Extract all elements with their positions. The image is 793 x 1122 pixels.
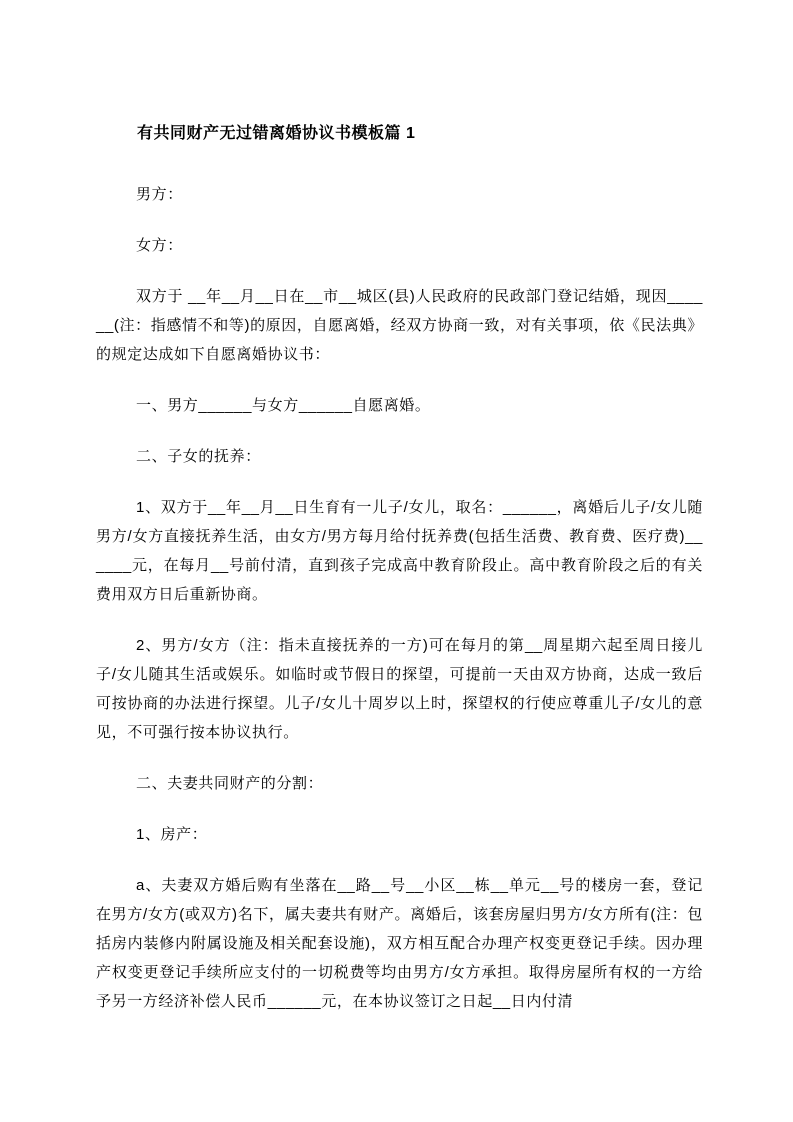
- section-child-custody-heading: 二、子女的抚养：: [136, 448, 261, 465]
- section-property-division-heading: 二、夫妻共同财产的分割：: [136, 775, 324, 792]
- clause-visitation-rights: 2、男方/女方（注：指未直接抚养的一方)可在每月的第__周星期六起至周日接儿子/女儿随其生活或娱乐。如临时或节假日的探望，可提前一天由双方协商，达成一致后可按协商的办法进行探望。儿子/女儿十周岁以上时，探望权的行使应尊重儿子/女儿的意见，不可强行按本协议执行。: [96, 637, 703, 741]
- clause-voluntary-divorce: 一、男方______与女方______自愿离婚。: [136, 397, 431, 414]
- paragraph-intro: 双方于 __年__月__日在__市__城区(县)人民政府的民政部门登记结婚，现因______(注：指感情不和等)的原因，自愿离婚，经双方协商一致，对有关事项，依《民法典》的规定达成如下自愿离婚协议书：: [96, 288, 703, 363]
- clause-real-estate-details: a、夫妻双方婚后购有坐落在__路__号__小区__栋__单元__号的楼房一套，登记在男方/女方(或双方)名下，属夫妻共有财产。离婚后，该套房屋归男方/女方所有(注：包括房内装修内附属设施及相关配套设施)，双方相互配合办理产权变更登记手续。因办理产权变更登记手续所应支付的一切税费等均由男方/女方承担。取得房屋所有权的一方给予另一方经济补偿人民币______元，在本协议签订之日起__日内付清: [96, 877, 703, 1010]
- document-title: 有共同财产无过错离婚协议书模板篇 1: [137, 125, 416, 142]
- clause-real-estate-heading: 1、房产：: [136, 826, 208, 843]
- clause-custody-support: 1、双方于__年__月__日生育有一儿子/女儿，取名：______，离婚后儿子/女儿随男方/女方直接抚养生活，由女方/男方每月给付抚养费(包括生活费、教育费、医疗费)______元，在每月__号前付清，直到孩子完成高中教育阶段止。高中教育阶段之后的有关费用双方日后重新协商。: [96, 499, 703, 603]
- paragraph-husband-label: 男方：: [136, 186, 183, 203]
- paragraph-wife-label: 女方：: [136, 237, 183, 254]
- document-content: [96, 119, 703, 1016]
